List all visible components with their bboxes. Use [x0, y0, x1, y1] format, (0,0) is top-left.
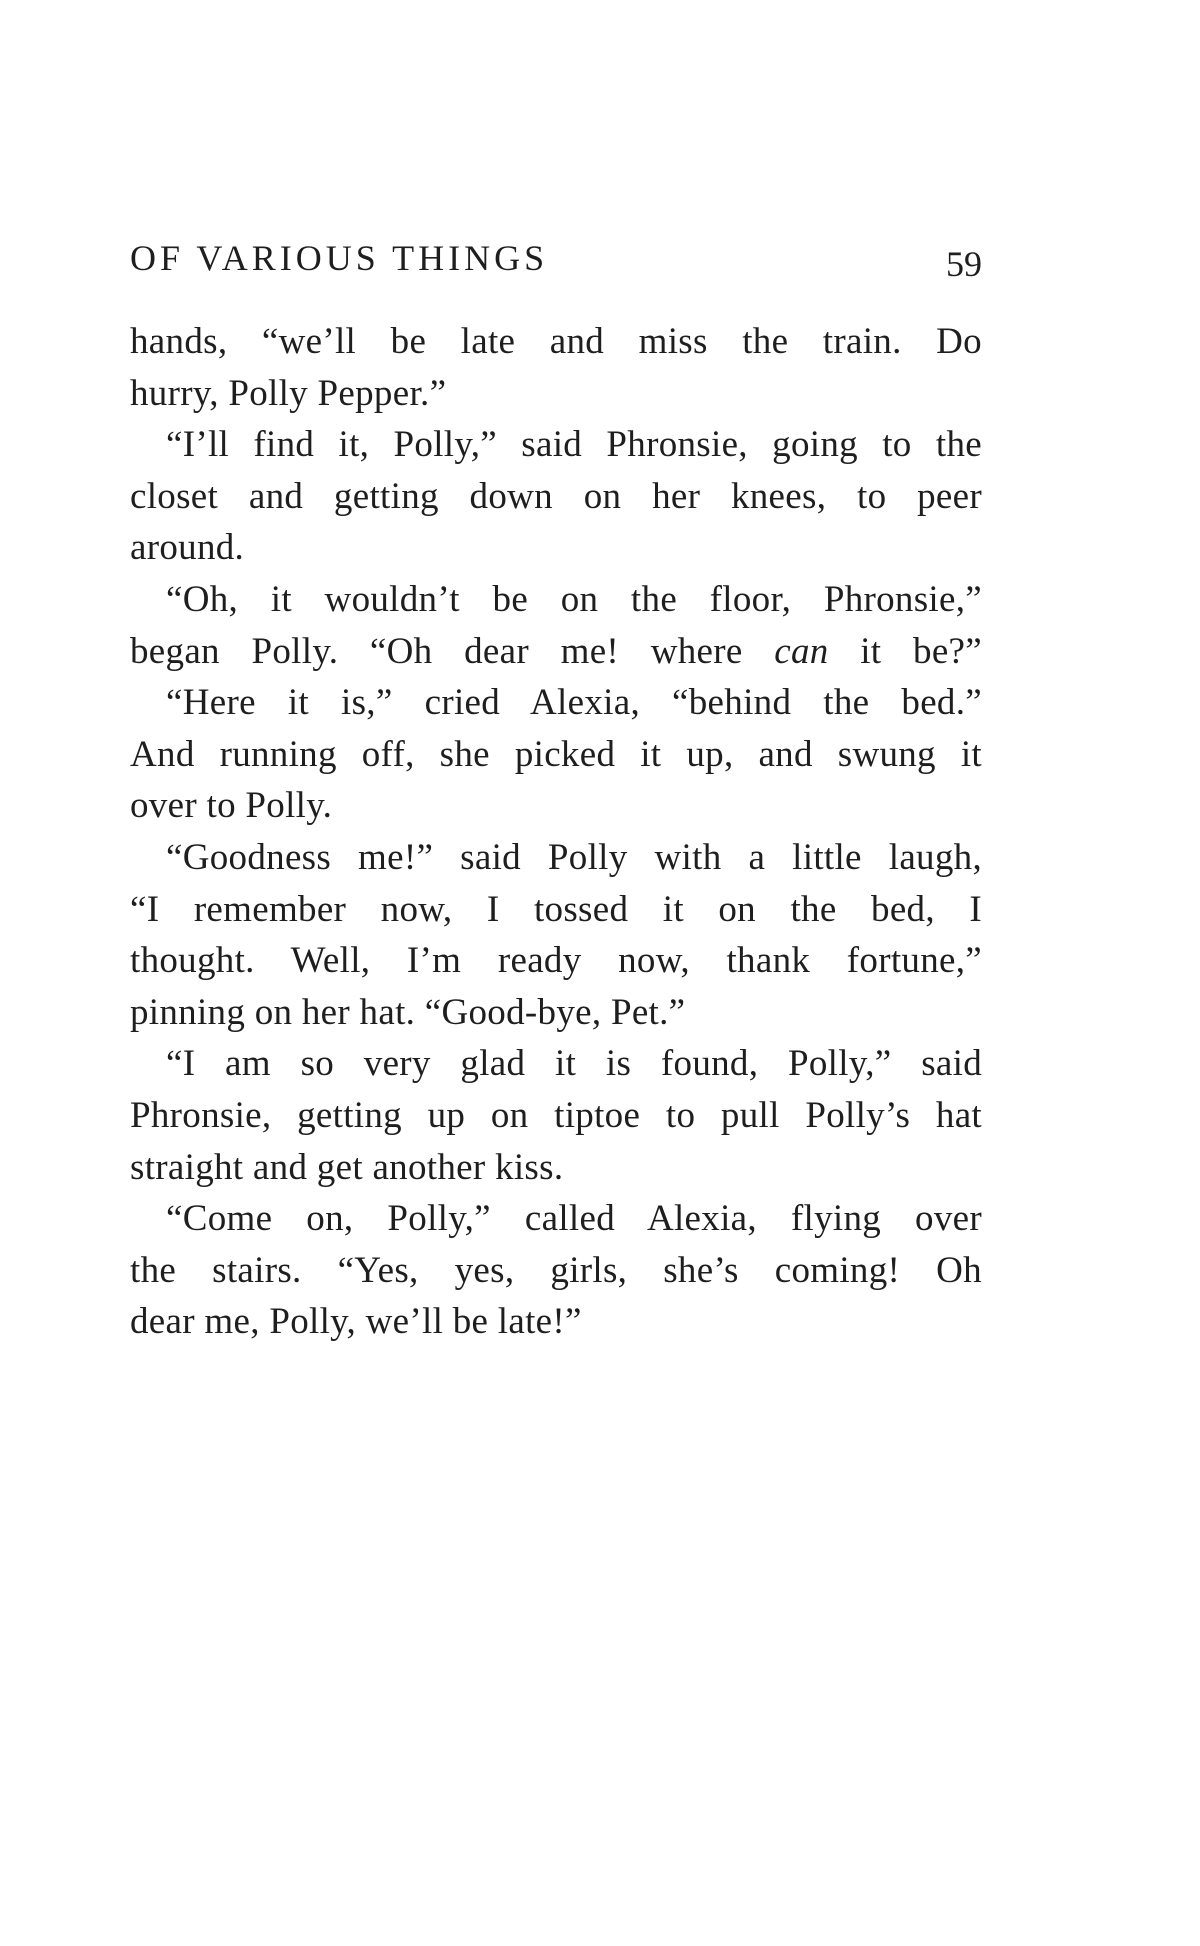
text-line: around. — [130, 527, 245, 569]
running-head — [130, 232, 982, 284]
running-title: OF VARIOUS THINGS — [130, 238, 549, 278]
text-line: “Here it is,” cried Alexia, “behind the bed.” — [166, 682, 982, 724]
body-text — [130, 316, 982, 1348]
text-line: pinning on her hat. “Good-bye, Pet.” — [130, 991, 686, 1033]
text-line: And running off, she picked it up, and swung it — [130, 733, 982, 775]
text-line: thought. Well, I’m ready now, thank fortune,” — [130, 940, 982, 982]
text-line: the stairs. “Yes, yes, girls, she’s coming! Oh — [130, 1249, 982, 1291]
italic-word: can — [774, 630, 829, 672]
text-line: “I’ll find it, Polly,” said Phronsie, going to the — [166, 424, 982, 466]
text-line: began Polly. “Oh dear me! where can it be?” — [130, 630, 982, 672]
text-line: closet and getting down on her knees, to peer — [130, 475, 982, 517]
text-line: “Goodness me!” said Polly with a little laugh, — [166, 836, 982, 878]
text-line: “I am so very glad it is found, Polly,” said — [166, 1043, 982, 1085]
text-line: “Oh, it wouldn’t be on the floor, Phronsie,” — [166, 578, 982, 620]
text-line: dear me, Polly, we’ll be late!” — [130, 1301, 582, 1343]
text-line: over to Polly. — [130, 785, 333, 827]
text-line: “Come on, Polly,” called Alexia, flying over — [166, 1198, 982, 1240]
page-number: 59 — [946, 244, 982, 284]
text-line: Phronsie, getting up on tiptoe to pull Polly’s hat — [130, 1094, 982, 1136]
text-line: “I remember now, I tossed it on the bed, I — [130, 888, 982, 930]
text-line: hurry, Polly Pepper.” — [130, 372, 447, 414]
text-line: straight and get another kiss. — [130, 1146, 564, 1188]
text-line: hands, “we’ll be late and miss the train. Do — [130, 321, 982, 362]
